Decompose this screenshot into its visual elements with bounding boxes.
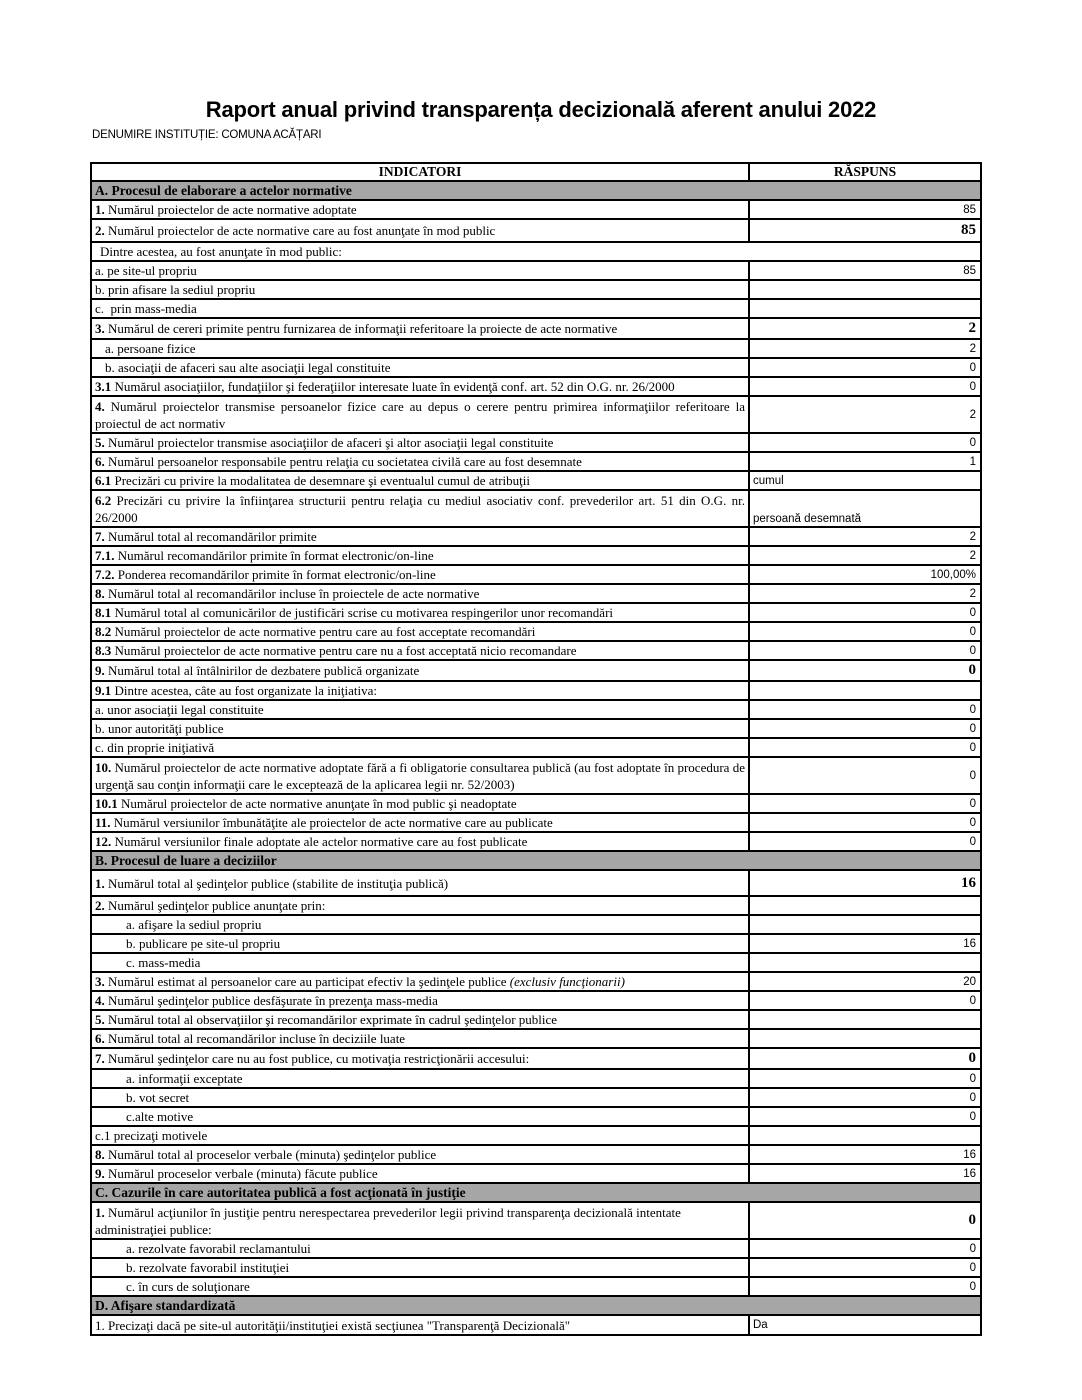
indicator-text: Ponderea recomandărilor primite în format electronic/on-line [114, 567, 436, 582]
indicator-number: 9.1 [95, 683, 112, 698]
section-title-cell [92, 182, 980, 199]
indicator-cell [92, 378, 750, 395]
response-cell: 0 [968, 1212, 976, 1228]
table-row [92, 547, 980, 566]
response-cell [750, 897, 980, 914]
indicator-cell [92, 954, 750, 971]
indicator-number: 5. [95, 435, 105, 450]
response-cell: 0 [969, 361, 976, 374]
section-title: A. Procesul de elaborare a actelor normative [95, 183, 352, 198]
indicator-text: b. rezolvate favorabil instituţiei [126, 1260, 290, 1275]
response-cell: 100,00% [930, 568, 976, 581]
indicator-cell [92, 1049, 750, 1068]
indicator-number: 10. [95, 759, 112, 775]
table-row [92, 661, 980, 682]
table-row [92, 758, 980, 795]
response-cell: 20 [963, 975, 976, 988]
response-cell: 2 [969, 549, 976, 562]
indicator-number: 6. [95, 1031, 105, 1046]
table-row [92, 897, 980, 916]
response-cell: 0 [969, 769, 976, 782]
table-row [92, 992, 980, 1011]
indicator-text: Numărul de cereri primite pentru furnizarea de informaţii referitoare la proiecte de acte normative [104, 321, 618, 336]
indicator-cell [92, 973, 750, 990]
response-cell: 0 [969, 644, 976, 657]
response-cell: 0 [969, 835, 976, 848]
indicator-cell [92, 701, 750, 718]
response-cell: 16 [963, 1148, 976, 1161]
indicator-cell [92, 720, 750, 737]
table-row [92, 701, 980, 720]
indicator-cell [92, 453, 750, 470]
response-cell: 0 [969, 722, 976, 735]
table-row [92, 243, 980, 262]
indicator-text: Numărul total al proceselor verbale (minuta) şedinţelor publice [104, 1147, 437, 1162]
indicator-number: 10.1 [95, 796, 118, 811]
table-row [92, 1070, 980, 1089]
indicator-text: Numărul proiectelor transmise persoanelor fizice care au depus o cerere pentru primirea informaţiilor referitoare la proiectul de act normativ [95, 398, 749, 431]
response-cell: 2 [969, 342, 976, 355]
page-title: Raport anual privind transparența decizională aferent anului 2022 [205, 97, 877, 122]
indicator-text: Numărul proiectelor de acte normative pentru care nu a fost acceptată nicio recomandare [111, 643, 577, 658]
response-cell: cumul [753, 474, 784, 487]
table-row [92, 1146, 980, 1165]
response-cell: 2 [969, 530, 976, 543]
response-cell [750, 682, 980, 699]
response-cell: 1 [969, 455, 976, 468]
table-row [92, 1165, 980, 1184]
response-cell [750, 1011, 980, 1028]
table-body [92, 182, 980, 1334]
indicator-cell [92, 795, 750, 812]
indicator-text: Numărul estimat al persoanelor care au participat efectiv la şedinţele publice [104, 974, 510, 989]
table-row [92, 472, 980, 491]
indicator-number: 7. [95, 1051, 105, 1066]
response-cell: 0 [968, 662, 976, 678]
table-row [92, 528, 980, 547]
response-cell [750, 300, 980, 317]
institution-name: DENUMIRE INSTITUȚIE: COMUNA ACĂȚARI [92, 129, 322, 141]
response-cell: 0 [969, 380, 976, 393]
table-row [92, 1316, 980, 1334]
indicator-cell [92, 833, 750, 850]
indicator-cell [92, 623, 750, 640]
response-cell: 0 [969, 625, 976, 638]
indicator-number: 1. [95, 1204, 105, 1220]
table-row [92, 1259, 980, 1278]
response-cell: 0 [969, 994, 976, 1007]
indicator-cell [92, 434, 750, 451]
response-cell: 0 [969, 606, 976, 619]
indicator-cell [92, 1259, 750, 1276]
table-header-row [92, 164, 980, 182]
section-title: B. Procesul de luare a deciziilor [95, 853, 277, 868]
response-cell: 85 [963, 203, 976, 216]
table-row [92, 916, 980, 935]
indicator-number: 2. [95, 223, 105, 238]
table-row [92, 1089, 980, 1108]
indicator-text: Numărul total al comunicărilor de justificări scrise cu motivarea respingerilor unor recomandări [111, 605, 614, 620]
indicator-text: b. unor autorităţi publice [95, 721, 224, 736]
table-row [92, 300, 980, 319]
table-row [92, 814, 980, 833]
table-row [92, 720, 980, 739]
indicator-text: Numărul proiectelor transmise asociaţiilor de afaceri şi altor asociaţii legal constituite [104, 435, 554, 450]
indicator-number: 8.1 [95, 605, 112, 620]
indicator-number: 4. [95, 993, 105, 1008]
indicator-cell [92, 243, 980, 260]
indicator-cell [92, 566, 750, 583]
indicator-number: 8. [95, 1147, 105, 1162]
table-row [92, 1030, 980, 1049]
section-header-row [92, 1297, 980, 1316]
indicator-text: 1. Precizaţi dacă pe site-ul autorităţii/instituţiei există secţiunea "Transparenţă Decizională" [95, 1317, 571, 1333]
response-cell: 0 [969, 1242, 976, 1255]
indicator-cell [92, 547, 750, 564]
table-row [92, 935, 980, 954]
indicator-text: b. vot secret [126, 1090, 190, 1105]
indicator-text: Numărul acţiunilor în justiţie pentru nerespectarea prevederilor legii privind transparenţa decizională intentate administraţiei publice: [95, 1204, 685, 1237]
indicator-text: c. mass-media [126, 955, 201, 970]
response-cell [750, 916, 980, 933]
indicator-text: Precizări cu privire la înfiinţarea structurii pentru relaţia cu mediul asociativ conf. prevederilor art. 51 din O.G. nr. 26/2000 [95, 492, 749, 525]
response-cell: 0 [969, 1261, 976, 1274]
indicator-text: a. rezolvate favorabil reclamantului [126, 1241, 311, 1256]
table-row [92, 682, 980, 701]
indicator-number: 1. [95, 875, 105, 891]
indicator-text: Precizări cu privire la modalitatea de desemnare şi eventualul cumul de atribuţii [111, 473, 530, 488]
indicator-number: 8. [95, 586, 105, 601]
table-row [92, 739, 980, 758]
indicator-text: Numărul asociaţiilor, fundaţiilor şi federaţiilor interesate luate în evidenţă conf. art. 52 din O.G. nr. 26/2000 [111, 379, 675, 394]
indicator-text: b. asociaţii de afaceri sau alte asociaţii legal constituite [105, 360, 391, 375]
response-cell: 0 [969, 1072, 976, 1085]
table-header-indicators: INDICATORI [92, 164, 750, 180]
table-row [92, 434, 980, 453]
indicator-cell [92, 935, 750, 952]
indicator-number: 2. [95, 898, 105, 913]
indicator-cell [92, 1127, 750, 1144]
table-row [92, 1049, 980, 1070]
table-row [92, 1127, 980, 1146]
indicator-number: 7. [95, 529, 105, 544]
table-row [92, 378, 980, 397]
section-title-cell [92, 852, 980, 869]
indicator-text: Numărul versiunilor finale adoptate ale actelor normative care au fost publicate [111, 834, 528, 849]
table-row [92, 871, 980, 897]
section-title-cell [92, 1184, 980, 1201]
table-row [92, 623, 980, 642]
indicator-cell [92, 340, 750, 357]
response-cell: 0 [969, 1280, 976, 1293]
indicator-text: Numărul proiectelor de acte normative adoptate fără a fi obligatorie consultarea publică (au fost adoptate în procedura de urgenţă sau conţin informaţii care le exceptează de la aplicarea legii nr. 52/2003) [95, 759, 749, 792]
table-row [92, 319, 980, 340]
indicator-cell [92, 814, 750, 831]
indicator-text: c.1 precizaţi motivele [95, 1128, 208, 1143]
indicator-text: Numărul total al recomandărilor primite [104, 529, 317, 544]
indicator-cell [92, 262, 750, 279]
response-cell: 0 [969, 703, 976, 716]
indicator-cell [92, 661, 750, 680]
table-row [92, 1240, 980, 1259]
response-cell: 0 [968, 1050, 976, 1066]
indicator-number: 12. [95, 834, 112, 849]
indicator-cell [92, 1165, 750, 1182]
indicator-text: b. prin afisare la sediul propriu [95, 282, 256, 297]
indicator-cell [92, 1203, 750, 1238]
indicator-cell [92, 1146, 750, 1163]
response-cell: 0 [969, 741, 976, 754]
indicator-cell [92, 359, 750, 376]
table-row [92, 262, 980, 281]
indicator-text: Numărul total al şedinţelor publice (stabilite de instituţia publică) [104, 875, 449, 891]
section-header-row [92, 182, 980, 201]
indicator-number: 7.1. [95, 548, 115, 563]
indicator-number: 8.2 [95, 624, 112, 639]
indicator-text: Numărul şedinţelor care nu au fost publice, cu motivaţia restricţionării accesului: [104, 1051, 530, 1066]
response-cell [750, 281, 980, 298]
indicator-text: Numărul total al întâlnirilor de dezbatere publică organizate [104, 663, 420, 678]
indicator-cell [92, 491, 750, 526]
response-cell: 2 [968, 320, 976, 336]
indicator-text: Numărul versiunilor îmbunătăţite ale proiectelor de acte normative care au publicate [110, 815, 553, 830]
table-row [92, 642, 980, 661]
indicator-number: 9. [95, 663, 105, 678]
indicator-cell [92, 642, 750, 659]
indicator-cell [92, 1278, 750, 1295]
indicator-cell [92, 220, 750, 241]
indicator-cell [92, 1108, 750, 1125]
indicator-text: Numărul şedinţelor publice desfăşurate în prezenţa mass-media [104, 993, 438, 1008]
indicator-cell [92, 1089, 750, 1106]
table-row [92, 833, 980, 852]
indicator-number: 1. [95, 202, 105, 217]
section-title-cell [92, 1297, 980, 1314]
indicator-text: Numărul total al recomandărilor incluse în proiectele de acte normative [104, 586, 480, 601]
indicator-cell [92, 319, 750, 338]
indicator-cell [92, 1240, 750, 1257]
table-row [92, 1011, 980, 1030]
section-header-row [92, 852, 980, 871]
indicator-number: 6.2 [95, 492, 112, 508]
response-cell: 2 [969, 587, 976, 600]
indicator-number: 5. [95, 1012, 105, 1027]
table-row [92, 453, 980, 472]
indicator-text: Numărul total al recomandărilor incluse în deciziile luate [104, 1031, 406, 1046]
response-cell [750, 1030, 980, 1047]
indicator-text: Numărul persoanelor responsabile pentru relaţia cu societatea civilă care au fost desemnate [104, 454, 582, 469]
table-row [92, 359, 980, 378]
indicator-cell [92, 604, 750, 621]
indicator-text-italic: (exclusiv funcţionarii) [509, 974, 625, 989]
indicator-text: c. din proprie iniţiativă [95, 740, 215, 755]
response-cell: 0 [969, 1091, 976, 1104]
table-row [92, 954, 980, 973]
section-title: C. Cazurile în care autoritatea publică a fost acţionată în justiţie [95, 1185, 466, 1200]
response-cell: Da [753, 1319, 768, 1331]
table-row [92, 397, 980, 434]
indicator-text: b. publicare pe site-ul propriu [126, 936, 281, 951]
table-row [92, 281, 980, 300]
indicator-text: a. pe site-ul propriu [95, 263, 197, 278]
indicator-text: a. unor asociaţii legal constituite [95, 702, 264, 717]
indicator-text: Numărul recomandărilor primite în format electronic/on-line [114, 548, 434, 563]
indicator-cell [92, 472, 750, 489]
table-row [92, 604, 980, 623]
table-row [92, 973, 980, 992]
indicator-text: c. în curs de soluţionare [126, 1279, 250, 1294]
indicator-cell [92, 758, 750, 793]
table-row [92, 220, 980, 243]
indicator-text: Dintre acestea, au fost anunţate în mod public: [100, 244, 342, 259]
indicator-cell [92, 916, 750, 933]
response-cell: 0 [969, 797, 976, 810]
indicator-cell [92, 397, 750, 432]
indicator-text: a. persoane fizice [105, 341, 196, 356]
report-table [90, 162, 982, 1336]
indicator-cell [92, 528, 750, 545]
section-header-row [92, 1184, 980, 1203]
indicator-text: Numărul proiectelor de acte normative anunţate în mod public şi neadoptate [117, 796, 517, 811]
response-cell: 85 [963, 264, 976, 277]
indicator-text: c.alte motive [126, 1109, 194, 1124]
indicator-number: 3.1 [95, 379, 112, 394]
indicator-cell [92, 739, 750, 756]
indicator-number: 3. [95, 974, 105, 989]
response-cell [750, 1127, 980, 1144]
indicator-cell [92, 1030, 750, 1047]
indicator-cell [92, 992, 750, 1009]
indicator-cell [92, 300, 750, 317]
indicator-cell [92, 682, 750, 699]
indicator-text: Numărul proiectelor de acte normative adoptate [104, 202, 357, 217]
table-row [92, 566, 980, 585]
response-cell: 0 [969, 1110, 976, 1123]
response-cell: 85 [961, 222, 976, 238]
indicator-cell [92, 281, 750, 298]
indicator-text: Numărul proceselor verbale (minuta) făcute publice [104, 1166, 378, 1181]
indicator-cell [92, 585, 750, 602]
table-row [92, 201, 980, 220]
indicator-number: 7.2. [95, 567, 115, 582]
indicator-cell [92, 201, 750, 218]
indicator-text: Dintre acestea, câte au fost organizate la iniţiativa: [111, 683, 378, 698]
indicator-number: 6. [95, 454, 105, 469]
table-row [92, 340, 980, 359]
response-cell: 16 [963, 937, 976, 950]
section-title: D. Afişare standardizată [95, 1298, 236, 1313]
indicator-cell [92, 1070, 750, 1087]
indicator-text: Numărul şedinţelor publice anunţate prin: [104, 898, 326, 913]
indicator-cell [92, 1011, 750, 1028]
indicator-number: 6.1 [95, 473, 112, 488]
response-cell: 2 [969, 408, 976, 421]
indicator-number: 9. [95, 1166, 105, 1181]
response-cell [750, 954, 980, 971]
indicator-text: a. afişare la sediul propriu [126, 917, 262, 932]
response-cell: 16 [961, 874, 976, 891]
indicator-number: 8.3 [95, 643, 112, 658]
indicator-text: Numărul proiectelor de acte normative pentru care au fost acceptate recomandări [111, 624, 536, 639]
table-header-response: RĂSPUNS [833, 164, 897, 179]
response-cell: 16 [963, 1167, 976, 1180]
table-row [92, 795, 980, 814]
indicator-text: c. prin mass-media [95, 301, 197, 316]
indicator-text: Numărul proiectelor de acte normative care au fost anunţate în mod public [104, 223, 496, 238]
indicator-text: Numărul total al observaţiilor şi recomandărilor exprimate în cadrul şedinţelor publice [104, 1012, 558, 1027]
indicator-cell [92, 871, 750, 895]
indicator-cell [92, 1316, 750, 1334]
table-row [92, 1203, 980, 1240]
response-cell: persoană desemnată [753, 513, 862, 525]
table-row [92, 1108, 980, 1127]
table-row [92, 491, 980, 528]
indicator-number: 4. [95, 398, 105, 414]
indicator-number: 11. [95, 815, 111, 830]
indicator-cell [92, 897, 750, 914]
indicator-text: a. informaţii exceptate [126, 1071, 243, 1086]
indicator-number: 3. [95, 321, 105, 336]
table-row [92, 585, 980, 604]
table-row [92, 1278, 980, 1297]
response-cell: 0 [969, 436, 976, 449]
response-cell: 0 [969, 816, 976, 829]
